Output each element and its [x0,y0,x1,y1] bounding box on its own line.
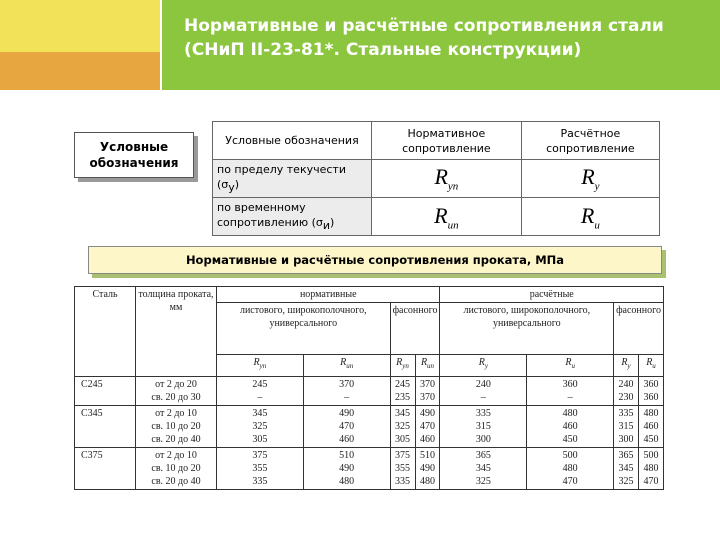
symbol-cell [390,355,415,377]
resistance-value: 480 [562,408,578,419]
symbol-cell [440,355,527,377]
resistance-table [74,286,664,490]
table-caption-banner: Нормативные и расчётные сопротивления проката, МПа [88,246,662,274]
symbol-row-label-end: ) [234,178,240,191]
symbol-subscript: un [447,218,459,231]
resistance-value: 375 [252,450,268,461]
resistance-value: 355 [252,463,268,474]
value-cell [614,448,639,490]
resistance-value: 470 [339,421,355,432]
resistance-value: 360 [562,379,578,390]
resistance-value: 325 [252,421,268,432]
resistance-value: 480 [339,476,355,487]
symbol-norm-value [372,198,522,236]
resistance-value: 490 [420,463,435,474]
resistance-value: 510 [420,450,435,461]
symbol-header-cell: Нормативное сопротивление [372,122,522,160]
symbol-letter: R [396,357,403,368]
resistance-value: 510 [339,450,355,461]
value-cell [303,377,390,406]
resistance-value: 300 [475,434,491,445]
resistance-value: – [567,392,573,403]
resistance-value: – [344,392,350,403]
symbol-letter: R [646,357,653,368]
title-line-2: (СНиП II-23-81*. Стальные конструкции) [184,40,582,60]
value-cell [527,448,614,490]
value-cell [217,377,304,406]
symbol-letter: R [621,357,628,368]
symbol-letter: R [420,357,428,368]
resistance-value: 345 [475,463,491,474]
title-line-1: Нормативные и расчётные сопротивления стали [184,16,664,36]
value-cell [217,448,304,490]
header-group-normative: нормативные [217,287,440,303]
symbol-letter: R [253,357,260,368]
symbol-cell [303,355,390,377]
symbol-subscript: u [571,362,575,370]
resistance-value: 490 [420,408,435,419]
value-cell [527,406,614,448]
resistance-value: 230 [618,392,634,403]
resistance-value: 360 [643,392,659,403]
resistance-value: 325 [395,421,411,432]
resistance-value: 315 [475,421,491,432]
header-divider [160,0,162,90]
value-cell [639,448,664,490]
value-cell [440,377,527,406]
legend-label: Условные обозначения [74,132,194,178]
symbol-calc-value [521,160,659,198]
resistance-value: 375 [395,450,411,461]
resistance-value: 315 [618,421,634,432]
resistance-value: 460 [339,434,355,445]
symbol-letter: R [581,164,595,190]
symbol-cell [527,355,614,377]
resistance-value: 470 [643,476,659,487]
symbol-table [212,121,660,236]
resistance-value: 450 [643,434,659,445]
symbol-row-label [213,198,372,236]
thickness-range: от 2 до 10 [155,408,197,419]
symbol-subscript: u [652,362,656,370]
symbol-cell [217,355,304,377]
resistance-value: 480 [562,463,578,474]
resistance-value: 480 [420,476,435,487]
symbol-subscript: un [346,362,354,370]
table-body [75,377,664,490]
symbol-letter: R [340,357,347,368]
resistance-value: 335 [618,408,634,419]
resistance-value: 470 [420,421,435,432]
symbol-norm-value [372,160,522,198]
symbol-subscript: yn [402,362,409,370]
thickness-range: от 2 до 10 [155,450,197,461]
value-cell [415,448,440,490]
resistance-value: 235 [395,392,411,403]
header-thickness: толщина проката, мм [136,287,217,377]
resistance-value: 460 [643,421,659,432]
header-steel: Сталь [75,287,136,377]
resistance-value: 245 [252,379,268,390]
resistance-value: 370 [339,379,355,390]
value-cell [639,406,664,448]
steel-grade: С345 [75,406,136,448]
resistance-value: 345 [618,463,634,474]
symbol-subscript: u [594,218,600,231]
value-cell [390,406,415,448]
symbol-subscript: y [594,180,600,193]
symbol-letter: R [565,357,572,368]
table-header-row [75,287,664,303]
symbol-subscript: yn [259,362,267,370]
symbol-row-label-end: ) [330,216,335,230]
value-cell [303,448,390,490]
resistance-value: 460 [562,421,578,432]
thickness-cell [136,377,217,406]
resistance-value: 370 [420,379,435,390]
symbol-header-cell: Условные обозначения [213,122,372,160]
thickness-range: св. 20 до 40 [151,476,201,487]
steel-grade: С245 [75,377,136,406]
symbol-row-label-sub: и [322,219,331,233]
resistance-value: 470 [562,476,578,487]
symbol-table-header [213,122,660,160]
symbol-letter: R [434,202,448,228]
subheader-shaped: фасонного [614,303,664,355]
resistance-value: 500 [562,450,578,461]
table-row [75,406,664,448]
symbol-header-cell: Расчётное сопротивление [521,122,659,160]
symbol-cell [639,355,664,377]
value-cell [440,448,527,490]
symbol-subscript: y [627,362,631,370]
header-bar [0,0,720,90]
symbol-row-label [213,160,372,198]
value-cell [440,406,527,448]
resistance-value: 490 [339,463,355,474]
table-row [75,448,664,490]
symbol-cell [415,355,440,377]
resistance-value: 480 [643,463,659,474]
resistance-value: 240 [475,379,491,390]
symbol-letter: R [478,357,485,368]
resistance-value: – [257,392,263,403]
symbol-row-label-sub: у [228,181,235,195]
symbol-subscript: un [427,362,435,370]
resistance-value: 450 [562,434,578,445]
header-accent-yellow [0,0,160,52]
resistance-value: 365 [618,450,634,461]
symbol-subscript: yn [447,180,459,193]
value-cell [639,377,664,406]
thickness-range: св. 20 до 40 [151,434,201,445]
resistance-value: 300 [618,434,634,445]
value-cell [390,377,415,406]
resistance-value: 335 [475,408,491,419]
subheader-sheet: листового, широкополочного, универсального [217,303,391,355]
symbol-row [213,198,660,236]
value-cell [217,406,304,448]
symbol-letter: R [434,164,448,190]
resistance-value: 345 [395,408,411,419]
resistance-value: 345 [252,408,268,419]
resistance-value: 305 [252,434,268,445]
thickness-range: св. 20 до 30 [151,392,201,403]
resistance-value: 305 [395,434,411,445]
thickness-range: св. 10 до 20 [151,421,201,432]
symbol-letter: R [580,202,595,228]
value-cell [614,406,639,448]
symbol-row-label-text: по временному сопротивлению (σ [217,201,323,230]
resistance-value: 370 [420,392,435,403]
resistance-value: 325 [618,476,634,487]
value-cell [390,448,415,490]
value-cell [415,406,440,448]
resistance-value: 335 [395,476,411,487]
symbol-cell [614,355,639,377]
thickness-cell [136,448,217,490]
resistance-value: 500 [643,450,659,461]
resistance-value: 480 [643,408,659,419]
thickness-cell [136,406,217,448]
resistance-value: 325 [475,476,491,487]
resistance-value: 245 [395,379,411,390]
header-group-design: расчётные [440,287,664,303]
symbol-row [213,160,660,198]
subheader-shaped: фасонного [390,303,440,355]
table-row [75,377,664,406]
resistance-value: 490 [339,408,355,419]
resistance-value: 240 [618,379,634,390]
resistance-value: 335 [252,476,268,487]
subheader-sheet: листового, широкополочного, универсального [440,303,614,355]
steel-grade: С375 [75,448,136,490]
resistance-value: 460 [420,434,435,445]
resistance-value: 365 [475,450,491,461]
value-cell [614,377,639,406]
value-cell [527,377,614,406]
symbol-calc-value [521,198,659,236]
thickness-range: св. 10 до 20 [151,463,201,474]
resistance-value: 360 [643,379,659,390]
thickness-range: от 2 до 20 [155,379,197,390]
value-cell [303,406,390,448]
page-title [184,14,704,62]
symbol-row-label-text: по пределу текучести (σ [217,163,346,191]
symbol-subscript: y [484,362,488,370]
resistance-value: – [480,392,486,403]
resistance-value: 355 [395,463,411,474]
value-cell [415,377,440,406]
header-accent-orange [0,52,160,90]
